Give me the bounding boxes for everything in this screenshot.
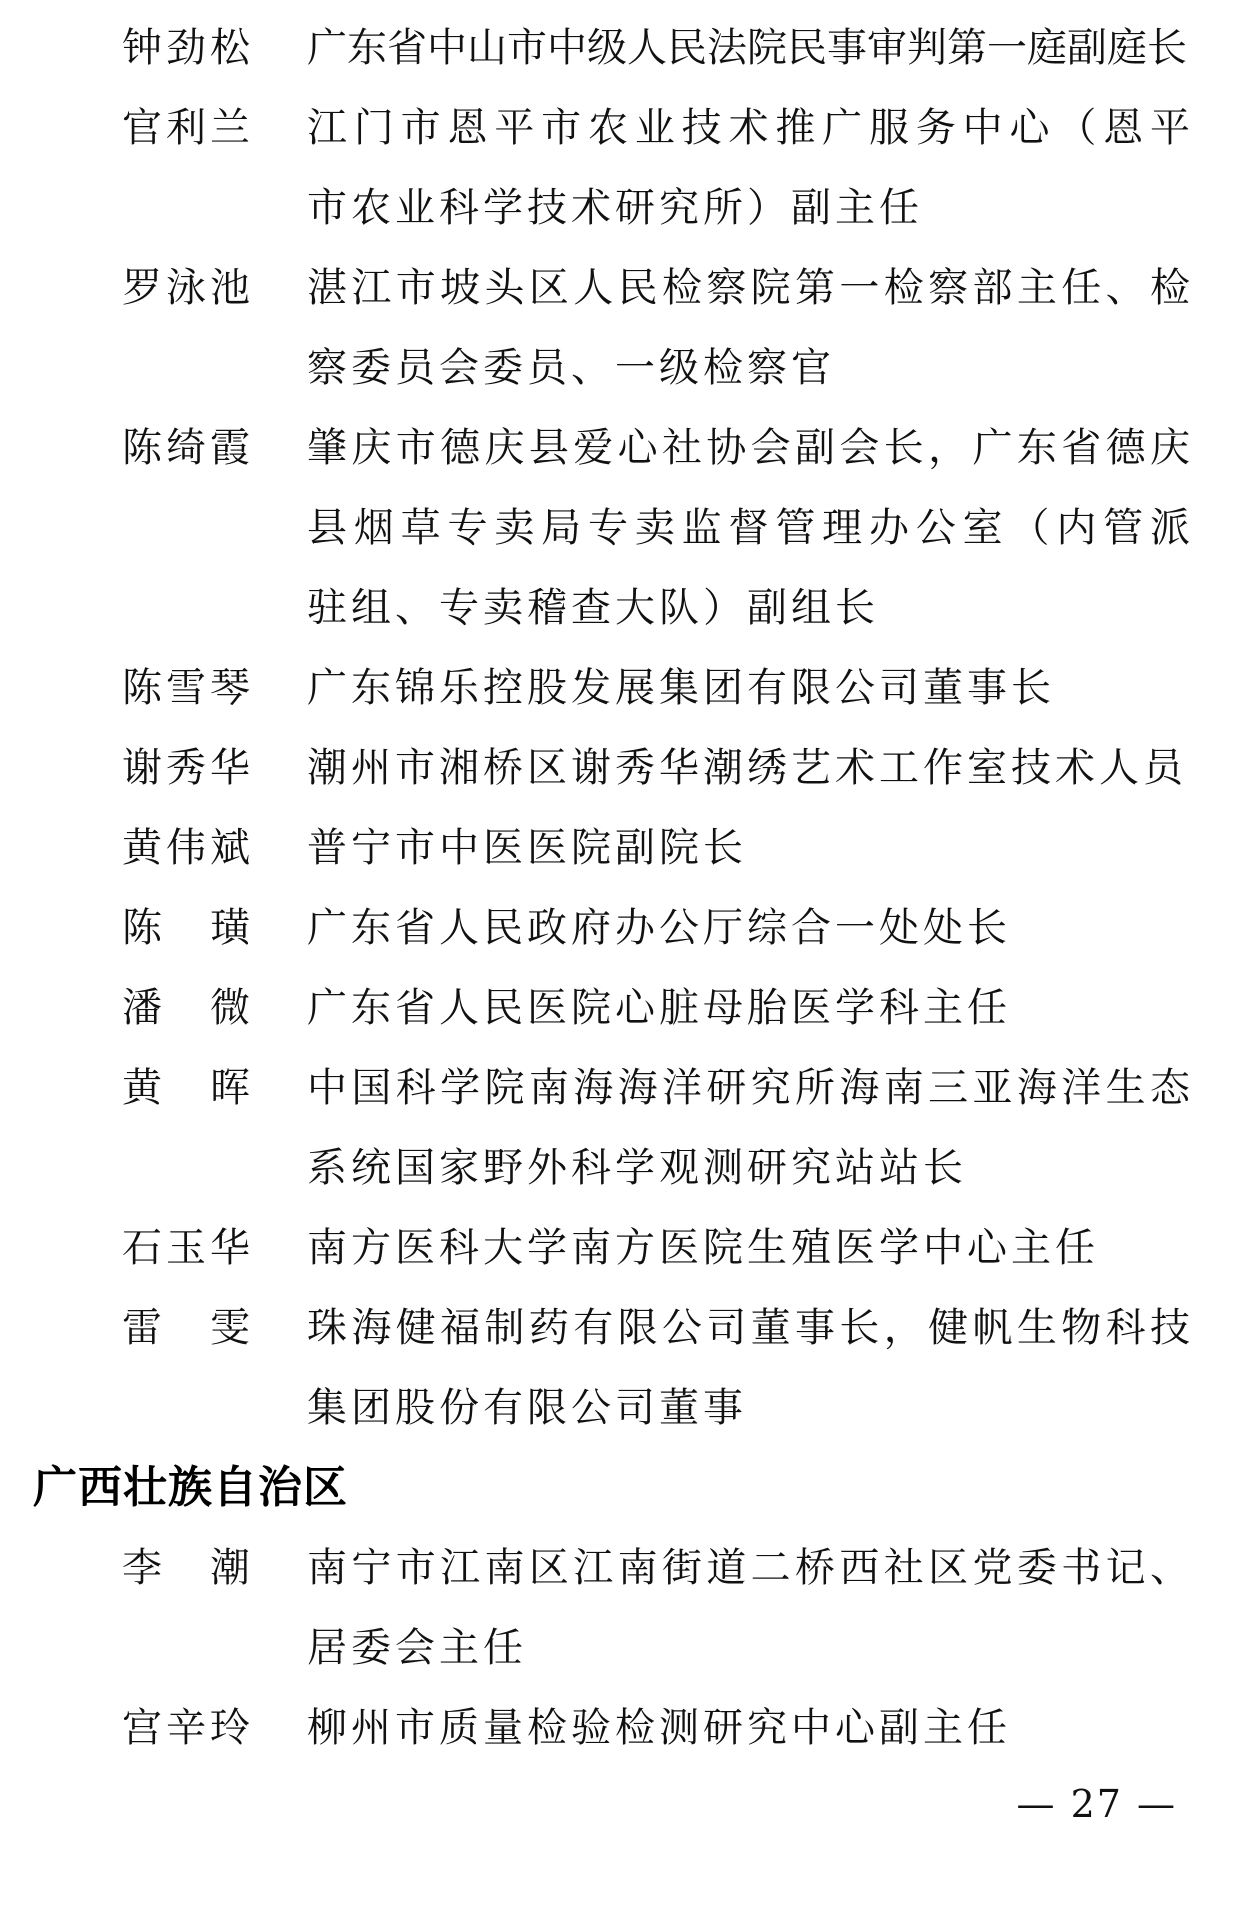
section-header-guangxi: 广西壮族自治区 — [33, 1463, 348, 1512]
person-name: 陈雪琴 — [122, 665, 250, 711]
position-line: 集团股份有限公司董事 — [307, 1385, 747, 1431]
position-line: 江门市恩平市农业技术推广服务中心（恩平 — [307, 105, 1190, 151]
position-description — [307, 88, 1190, 248]
person-name: 黄 晖 — [122, 1065, 250, 1111]
person-name: 李 潮 — [122, 1545, 250, 1591]
position-line: 珠海健福制药有限公司董事长，健帆生物科技 — [307, 1305, 1190, 1351]
position-description — [307, 1208, 1190, 1288]
position-description — [307, 728, 1190, 808]
person-name: 陈 璜 — [122, 905, 250, 951]
position-description — [307, 8, 1190, 88]
position-description — [307, 1288, 1190, 1448]
position-line: 广东省中山市中级人民法院民事审判第一庭副庭长 — [307, 25, 1187, 71]
roster-entry — [0, 408, 1242, 648]
person-name: 钟劲松 — [122, 25, 250, 71]
position-description — [307, 808, 1190, 888]
position-line: 湛江市坡头区人民检察院第一检察部主任、检 — [307, 265, 1190, 311]
person-name: 雷 雯 — [122, 1305, 250, 1351]
roster-entry — [0, 1528, 1242, 1688]
position-line: 普宁市中医医院副院长 — [307, 825, 747, 871]
person-name: 石玉华 — [122, 1225, 250, 1271]
roster-entry — [0, 248, 1242, 408]
position-line: 潮州市湘桥区谢秀华潮绣艺术工作室技术人员 — [307, 745, 1187, 791]
person-name: 陈绮霞 — [122, 425, 250, 471]
position-line: 广东省人民政府办公厅综合一处处长 — [307, 905, 1011, 951]
position-description — [307, 1688, 1190, 1768]
person-name: 谢秀华 — [122, 745, 250, 791]
roster-entry — [0, 968, 1242, 1048]
roster-entry — [0, 728, 1242, 808]
roster-entry — [0, 888, 1242, 968]
roster-entry — [0, 88, 1242, 248]
roster-entry — [0, 8, 1242, 88]
roster-entry — [0, 648, 1242, 728]
roster-entry — [0, 808, 1242, 888]
position-line: 中国科学院南海海洋研究所海南三亚海洋生态 — [307, 1065, 1190, 1111]
position-line: 察委员会委员、一级检察官 — [307, 345, 835, 391]
position-line: 市农业科学技术研究所）副主任 — [307, 185, 923, 231]
position-line: 驻组、专卖稽查大队）副组长 — [307, 585, 879, 631]
position-description — [307, 248, 1190, 408]
position-line: 县烟草专卖局专卖监督管理办公室（内管派 — [307, 505, 1190, 551]
position-line: 南方医科大学南方医院生殖医学中心主任 — [307, 1225, 1099, 1271]
position-line: 广东省人民医院心脏母胎医学科主任 — [307, 985, 1011, 1031]
position-line: 广东锦乐控股发展集团有限公司董事长 — [307, 665, 1055, 711]
person-name: 罗泳池 — [122, 265, 250, 311]
roster-entry — [0, 1208, 1242, 1288]
roster-entry — [0, 1288, 1242, 1448]
page-number: — 27 — — [1016, 1782, 1177, 1826]
person-name: 潘 微 — [122, 985, 250, 1031]
position-line: 柳州市质量检验检测研究中心副主任 — [307, 1705, 1011, 1751]
position-description — [307, 648, 1190, 728]
position-description — [307, 1048, 1190, 1208]
person-name: 官利兰 — [122, 105, 250, 151]
position-description — [307, 888, 1190, 968]
position-line: 系统国家野外科学观测研究站站长 — [307, 1145, 967, 1191]
position-description — [307, 1528, 1190, 1688]
position-description — [307, 968, 1190, 1048]
position-line: 肇庆市德庆县爱心社协会副会长，广东省德庆 — [307, 425, 1190, 471]
roster-entry — [0, 1688, 1242, 1768]
person-name: 黄伟斌 — [122, 825, 250, 871]
roster-entry — [0, 1048, 1242, 1208]
position-line: 南宁市江南区江南街道二桥西社区党委书记、 — [307, 1545, 1190, 1591]
position-line: 居委会主任 — [307, 1625, 527, 1671]
person-name: 宫辛玲 — [122, 1705, 250, 1751]
position-description — [307, 408, 1190, 648]
